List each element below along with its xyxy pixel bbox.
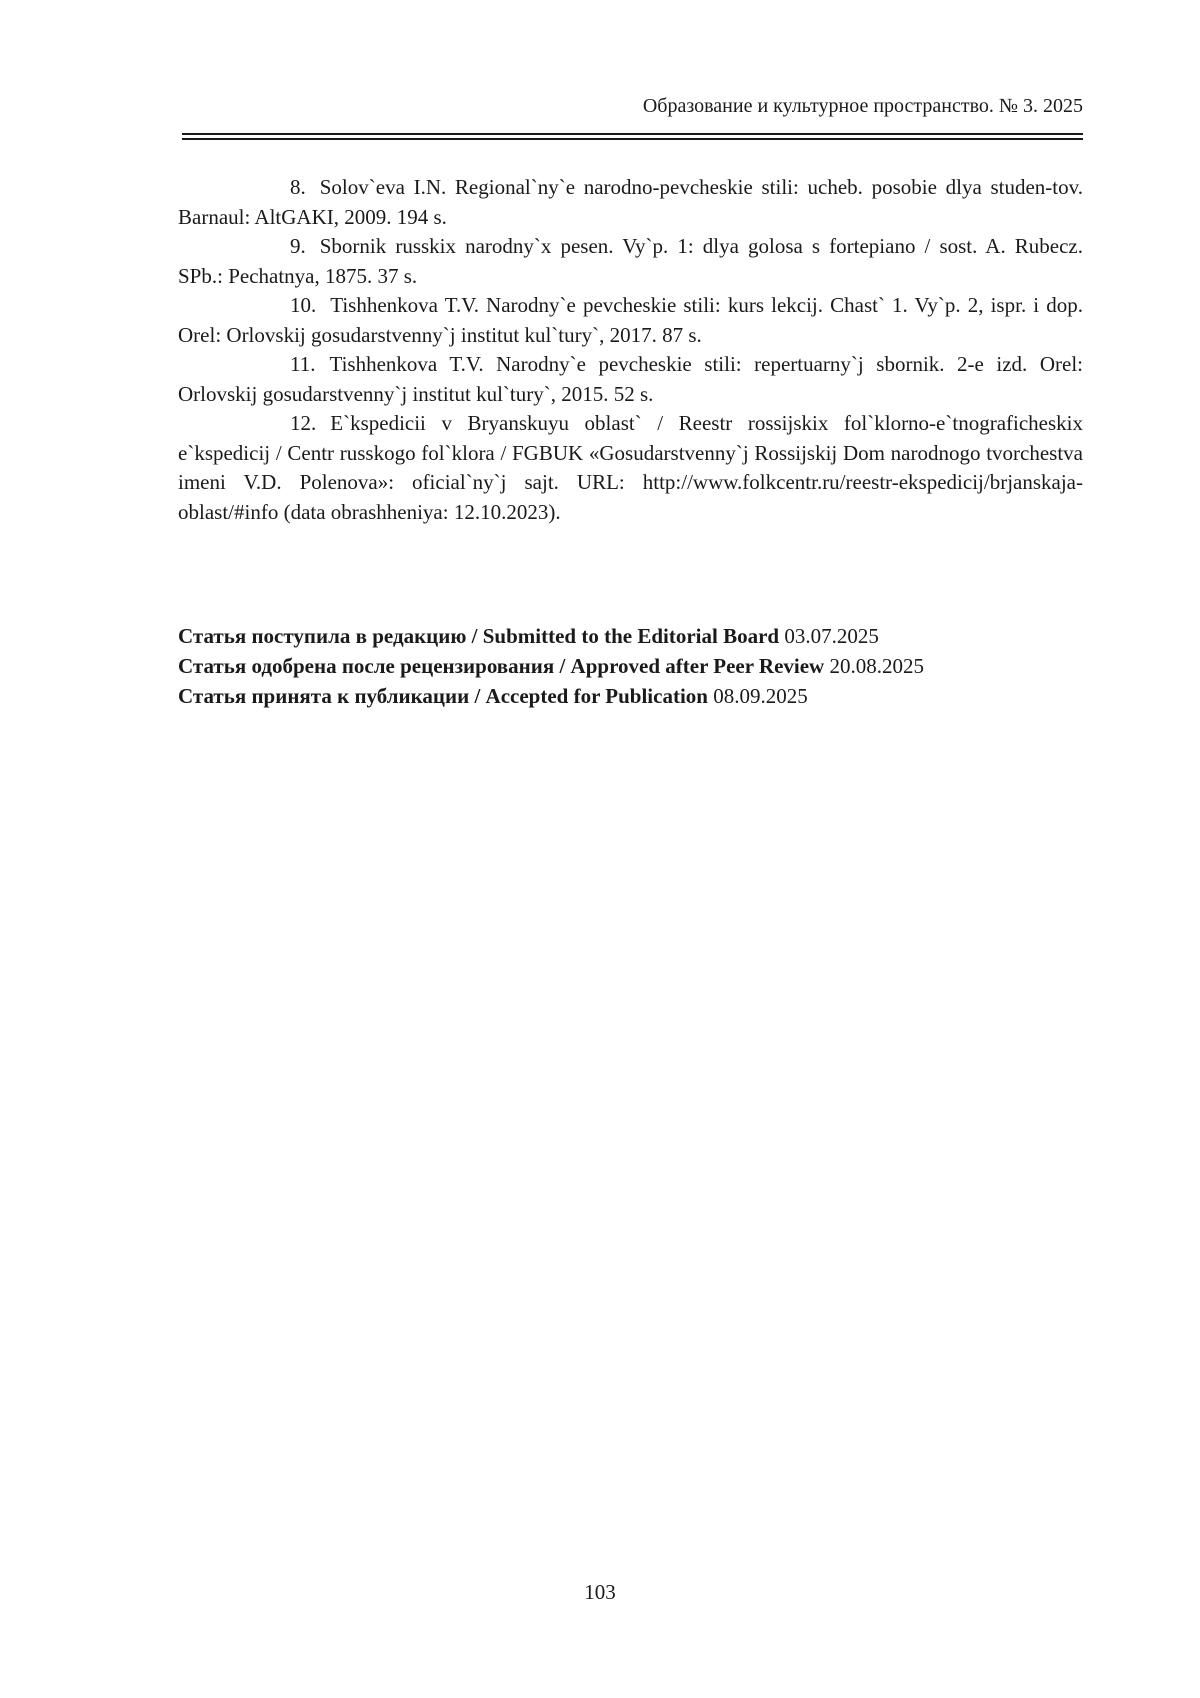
- reference-list: [178, 173, 1083, 527]
- reference-item: [178, 232, 1083, 291]
- history-date: 03.07.2025: [784, 624, 879, 648]
- page-number: 103: [584, 1580, 616, 1604]
- reference-text: Sbornik russkix narodny`x pesen. Vy`p. 1: dlya golosa s fortepiano / sost. A. Rubecz. SPb.: Pechatnya, 1875. 37 s.: [178, 234, 1083, 288]
- reference-item: [178, 173, 1083, 232]
- history-approved: [178, 651, 1083, 681]
- reference-number: 12.: [290, 411, 317, 435]
- history-label: Статья поступила в редакцию / Submitted to the Editorial Board: [178, 624, 780, 648]
- history-accepted: [178, 681, 1083, 711]
- history-submitted: [178, 621, 1083, 651]
- history-date: 20.08.2025: [829, 654, 924, 678]
- reference-text: E`kspedicii v Bryanskuyu oblast` / Reestr rossijskix fol`klorno-e`tnograficheskix e`kspedicij / Centr russkogo fol`klora / FGBUK «Gosudarstvenny`j Rossijskij Dom narodnogo tvorchestva imeni V.D. Polenova»: oficial`ny`j sajt. URL: http://www.folkcentr.ru/reestr-ekspedicij/brjanskaja-oblast/#info (data obrashheniya: 12.10.2023).: [178, 411, 1083, 524]
- history-label: Статья одобрена после рецензирования / Approved after Peer Review: [178, 654, 825, 678]
- reference-number: 10.: [290, 293, 317, 317]
- header-double-rule: [182, 133, 1083, 140]
- reference-text: Tishhenkova T.V. Narodny`e pevcheskie stili: kurs lekcij. Chast` 1. Vy`p. 2, ispr. i dop. Orel: Orlovskij gosudarstvenny`j institut kul`tury`, 2017. 87 s.: [178, 293, 1083, 347]
- reference-number: 8.: [290, 175, 306, 199]
- reference-item: [178, 409, 1083, 527]
- running-header: Образование и культурное пространство. № 3. 2025: [642, 95, 1083, 117]
- history-label: Статья принята к публикации / Accepted for Publication: [178, 684, 708, 708]
- history-date: 08.09.2025: [713, 684, 808, 708]
- reference-text: Tishhenkova T.V. Narodny`e pevcheskie stili: repertuarny`j sbornik. 2-e izd. Orel: Orlovskij gosudarstvenny`j institut kul`tury`, 2015. 52 s.: [178, 352, 1083, 406]
- article-history: [178, 621, 1083, 711]
- reference-text: Solov`eva I.N. Regional`ny`e narodno-pevcheskie stili: ucheb. posobie dlya studen-tov. Barnaul: AltGAKI, 2009. 194 s.: [178, 175, 1083, 229]
- reference-number: 11.: [290, 352, 316, 376]
- reference-item: [178, 291, 1083, 350]
- reference-item: [178, 350, 1083, 409]
- reference-number: 9.: [290, 234, 306, 258]
